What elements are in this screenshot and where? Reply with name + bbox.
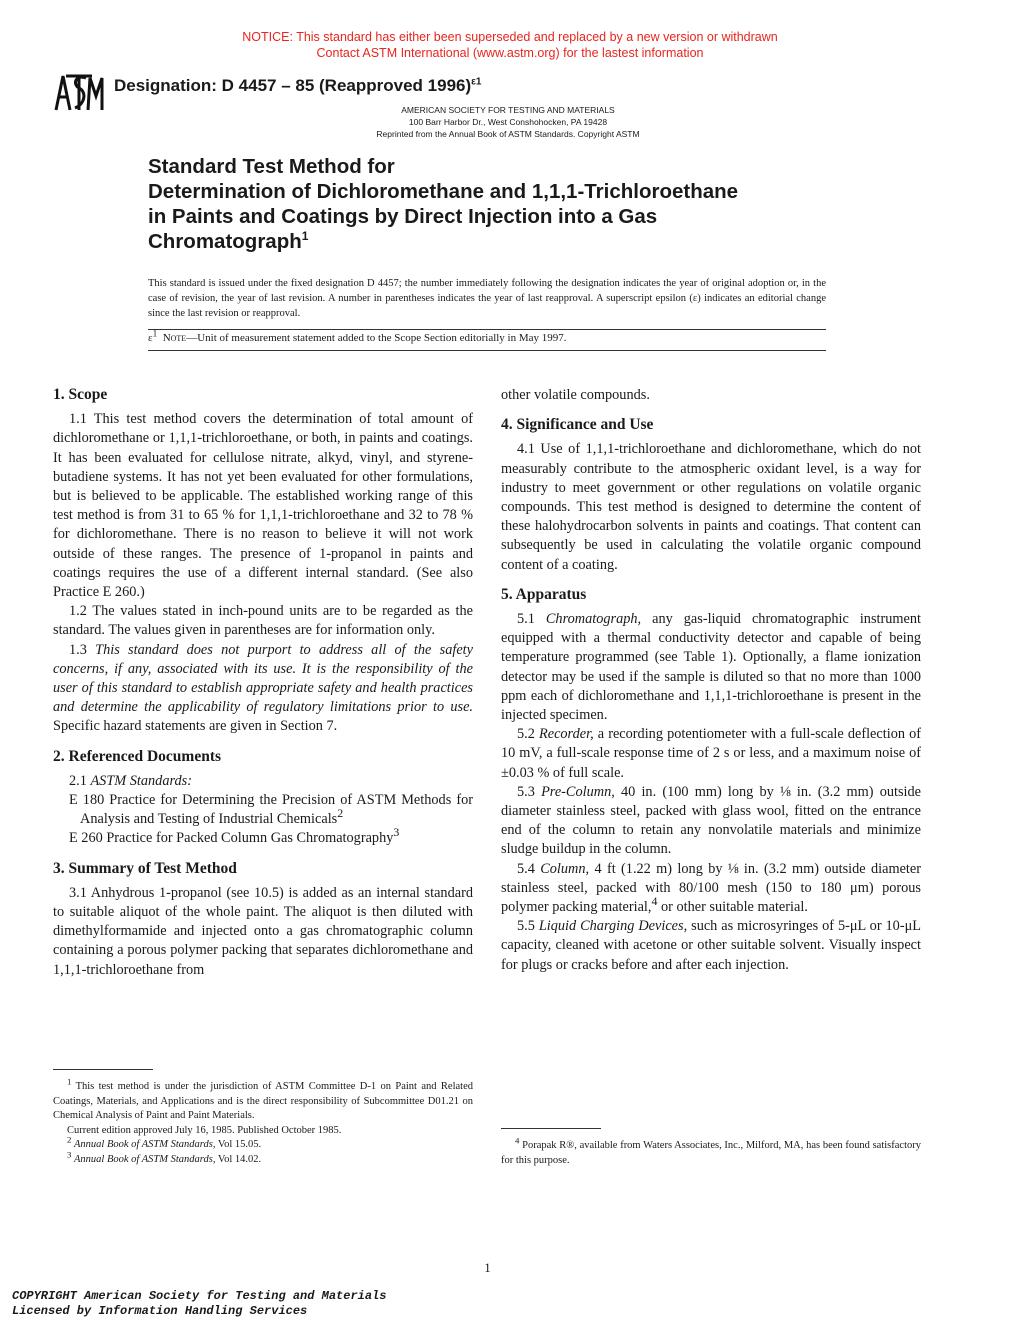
- liquid-charging-label: Liquid Charging Devices,: [538, 918, 688, 935]
- note-epsilon-sup: 1: [152, 328, 158, 339]
- title-line-4: Chromatograph: [148, 230, 302, 253]
- section-1-heading: 1. Scope: [53, 386, 108, 403]
- reference-e180-footnote: 2: [337, 806, 344, 821]
- paragraph-5-1-number: 5.1: [517, 611, 535, 628]
- safety-statement: This standard does not purport to address all of the safety concerns, if any, associated with its use. It is the responsibility of the user of this standard to establish appropriate safety and health practices and determine the applicability of regulatory limitations prior to use.: [53, 641, 473, 716]
- footnote-3-volume: Vol 14.02.: [217, 1153, 262, 1165]
- footnote-2-volume: Vol 15.05.: [217, 1139, 262, 1150]
- withdrawal-notice-line2: Contact ASTM International (www.astm.org) for the lastest information: [316, 46, 704, 60]
- reference-e260: [53, 825, 473, 848]
- copyright-footer: [12, 1289, 386, 1319]
- footnote-1-mark: 1: [67, 1076, 72, 1087]
- paragraph-5-4-footnote: 4: [651, 894, 658, 909]
- page-number: 1: [484, 1260, 491, 1275]
- paragraph-1-3-tail: Specific hazard statements are given in Section 7.: [53, 718, 338, 735]
- paragraph-2-1-number: 2.1: [69, 772, 87, 789]
- reference-e260-footnote: 3: [393, 825, 400, 840]
- footnote-1: [53, 1076, 473, 1124]
- paragraph-5-5-text: such as microsyringes of 5-μL or 10-μL capacity, cleaned with acetone or other suitable solvent. Visually inspect for plugs or cracks before and after each injection.: [501, 918, 921, 973]
- reference-e260-text: E 260 Practice for Packed Column Gas Chromatography: [69, 830, 394, 847]
- paragraph-5-4: [501, 860, 921, 918]
- section-3-heading: 3. Summary of Test Method: [53, 859, 237, 877]
- column-label: Column,: [540, 860, 590, 877]
- paragraph-5-2-text: a recording potentiometer with a full-scale deflection of 10 mV, a full-scale response time of 2 s or less, and a maximum noise of ±0.03 % of full scale.: [501, 726, 921, 781]
- footnote-3-source: Annual Book of ASTM Standards,: [74, 1153, 216, 1165]
- footnote-rule-left: [53, 1069, 153, 1070]
- paragraph-5-3-number: 5.3: [517, 783, 535, 800]
- footnote-1-text: This test method is under the jurisdiction of ASTM Committee D-1 on Paint and Related Coatings, Materials, and Applications and is the direct responsibility of Subcommittee D01.21 on Chemical Analysis of Paint and Paint Materials.: [53, 1081, 473, 1121]
- paragraph-1-2: 1.2 The values stated in inch-pound units are to be regarded as the standard. The values given in parentheses are for information only.: [53, 603, 473, 639]
- divider-bottom: [148, 350, 826, 351]
- title-line-3: in Paints and Coatings by Direct Injection into a Gas: [148, 205, 658, 228]
- note-epsilon: ε: [148, 332, 153, 344]
- note-label: Note: [162, 332, 187, 344]
- divider-top: [148, 329, 826, 330]
- paragraph-5-4-text: 4 ft (1.22 m) long by ⅛ in. (3.2 mm) outside diameter stainless steel, packed with 80/100 mesh (150 to 180 μm) porous polymer packing material,: [501, 860, 921, 916]
- chromatograph-label: Chromatograph,: [545, 611, 642, 628]
- title-line-1: Standard Test Method for: [148, 155, 395, 178]
- issuance-statement: This standard is issued under the fixed designation D 4457; the number immediately following the designation indicates the year of original adoption or, in the case of revision, the year of last revision. A number in parentheses indicates the year of last reapproval. A superscript epsilon (ε) indicates an editorial change since the last revision or reapproval.: [148, 278, 826, 319]
- astm-logo: [52, 70, 104, 116]
- paragraph-5-4-tail: or other suitable material.: [657, 899, 808, 916]
- paragraph-1-1: 1.1 This test method covers the determination of total amount of dichloromethane or 1,1,1-trichloroethane, or both, in paints and coatings. It has been evaluated for cellulose nitrate, alkyd, vinyl, and styrene-butadiene systems. It has not yet been evaluated for other formulations, but is believed to be applicable. The established working range of this test method is from 31 to 65 % for 1,1,1-trichloroethane and 32 to 78 % for dichloromethane. There is no reason to believe it will not work outside of these ranges. The presence of 1-propanol in paints and coatings requires the use of a different internal standard. (See also Practice E 260.): [53, 411, 473, 601]
- footnote-4: [501, 1135, 921, 1168]
- reference-e180-text: E 180 Practice for Determining the Precision of ASTM Methods for Analysis and Testing of Industrial Chemicals: [69, 792, 473, 828]
- paragraph-1-3: [53, 641, 473, 737]
- paragraph-5-2-number: 5.2: [517, 726, 535, 743]
- footnote-3: [53, 1149, 473, 1168]
- section-5-heading: 5. Apparatus: [501, 585, 587, 603]
- society-block: [330, 104, 686, 140]
- withdrawal-notice-line1: NOTICE: This standard has either been superseded and replaced by a new version or withdrawn: [242, 30, 778, 44]
- editorial-note: [148, 328, 567, 344]
- pre-column-label: Pre-Column,: [541, 783, 615, 800]
- astm-standards-label: ASTM Standards:: [90, 772, 192, 789]
- paragraph-5-3-text: 40 in. (100 mm) long by ⅛ in. (3.2 mm) outside diameter stainless steel, packed with glass wool, fitted on the entrance end of the column to retain any nonvolatile materials and minimize sludge buildup in the column.: [501, 783, 922, 858]
- section-2-heading: 2. Referenced Documents: [53, 747, 222, 765]
- footnote-1-approval: Current edition approved July 16, 1985. Published October 1985.: [67, 1124, 342, 1136]
- designation: [114, 76, 481, 96]
- footnote-2: [53, 1134, 473, 1153]
- paragraph-2-1: [53, 772, 473, 791]
- note-text: —Unit of measurement statement added to the Scope Section editorially in May 1997.: [186, 332, 567, 344]
- right-column: [501, 386, 921, 975]
- footnote-3-mark: 3: [67, 1149, 72, 1159]
- footnotes-right: [501, 1135, 921, 1168]
- reference-e180: [53, 791, 473, 829]
- title-line-2: Determination of Dichloromethane and 1,1,1-Trichloroethane: [148, 180, 739, 203]
- footnote-4-text: Porapak R®, available from Waters Associates, Inc., Milford, MA, has been found satisfactory for this purpose.: [501, 1140, 921, 1166]
- paragraph-5-1: [501, 610, 921, 725]
- society-name: AMERICAN SOCIETY FOR TESTING AND MATERIALS: [401, 105, 615, 115]
- paragraph-3-1: 3.1 Anhydrous 1-propanol (see 10.5) is added as an internal standard to suitable aliquot of the whole paint. The aliquot is then diluted with dimethylformamide and injected onto a gas chromatographic column containing a porous polymer packing that separates dichloromethane and 1,1,1-trichloroethane from: [53, 884, 473, 978]
- designation-text: Designation: D 4457 – 85 (Reapproved 1996): [114, 76, 472, 95]
- paragraph-5-1-text: any gas-liquid chromatographic instrument equipped with a thermal conductivity detector and capable of being temperature programmed (see Table 1). Optionally, a flame ionization detector may be used if the sample is diluted so that no more than 1000 ppm each of dichloromethane and 1,1,1-trichloroethane is present in the injected specimen.: [501, 611, 921, 724]
- footnote-4-mark: 4: [515, 1135, 520, 1146]
- paragraph-4-1: 4.1 Use of 1,1,1-trichloroethane and dichloromethane, which do not measurably contribute to the atmospheric oxidant level, is a way for industry to meet government or other regulations on volatile organic compounds. This test method is designed to determine the content of these halohydrocarbon solvents in paints and coatings. That content can subsequently be used in calculating the volatile organic compound content of a coating.: [501, 441, 921, 573]
- society-address: 100 Barr Harbor Dr., West Conshohocken, PA 19428: [408, 117, 608, 127]
- paragraph-5-5: [501, 917, 921, 975]
- reprint-notice: Reprinted from the Annual Book of ASTM Standards. Copyright ASTM: [376, 129, 640, 139]
- footnote-2-source: Annual Book of ASTM Standards,: [74, 1139, 216, 1150]
- recorder-label: Recorder,: [538, 726, 594, 743]
- footnote-2-mark: 2: [67, 1134, 72, 1145]
- copyright-line-2: Licensed by Information Handling Services: [12, 1304, 308, 1318]
- paragraph-1-3-number: 1.3: [69, 641, 87, 658]
- paragraph-3-1-continued: other volatile compounds.: [501, 387, 650, 403]
- footnote-rule-right: [501, 1128, 601, 1129]
- paragraph-5-4-number: 5.4: [517, 860, 535, 877]
- left-column: [53, 381, 473, 980]
- designation-epsilon: ε1: [471, 76, 482, 88]
- paragraph-5-5-number: 5.5: [517, 918, 535, 935]
- section-4-heading: 4. Significance and Use: [501, 416, 654, 434]
- paragraph-5-3: [501, 783, 921, 860]
- paragraph-5-2: [501, 725, 921, 783]
- footnotes-left: [53, 1076, 473, 1167]
- copyright-line-1: COPYRIGHT American Society for Testing and Materials: [12, 1289, 387, 1303]
- document-title: [148, 154, 848, 254]
- title-footnote-mark: 1: [301, 229, 309, 244]
